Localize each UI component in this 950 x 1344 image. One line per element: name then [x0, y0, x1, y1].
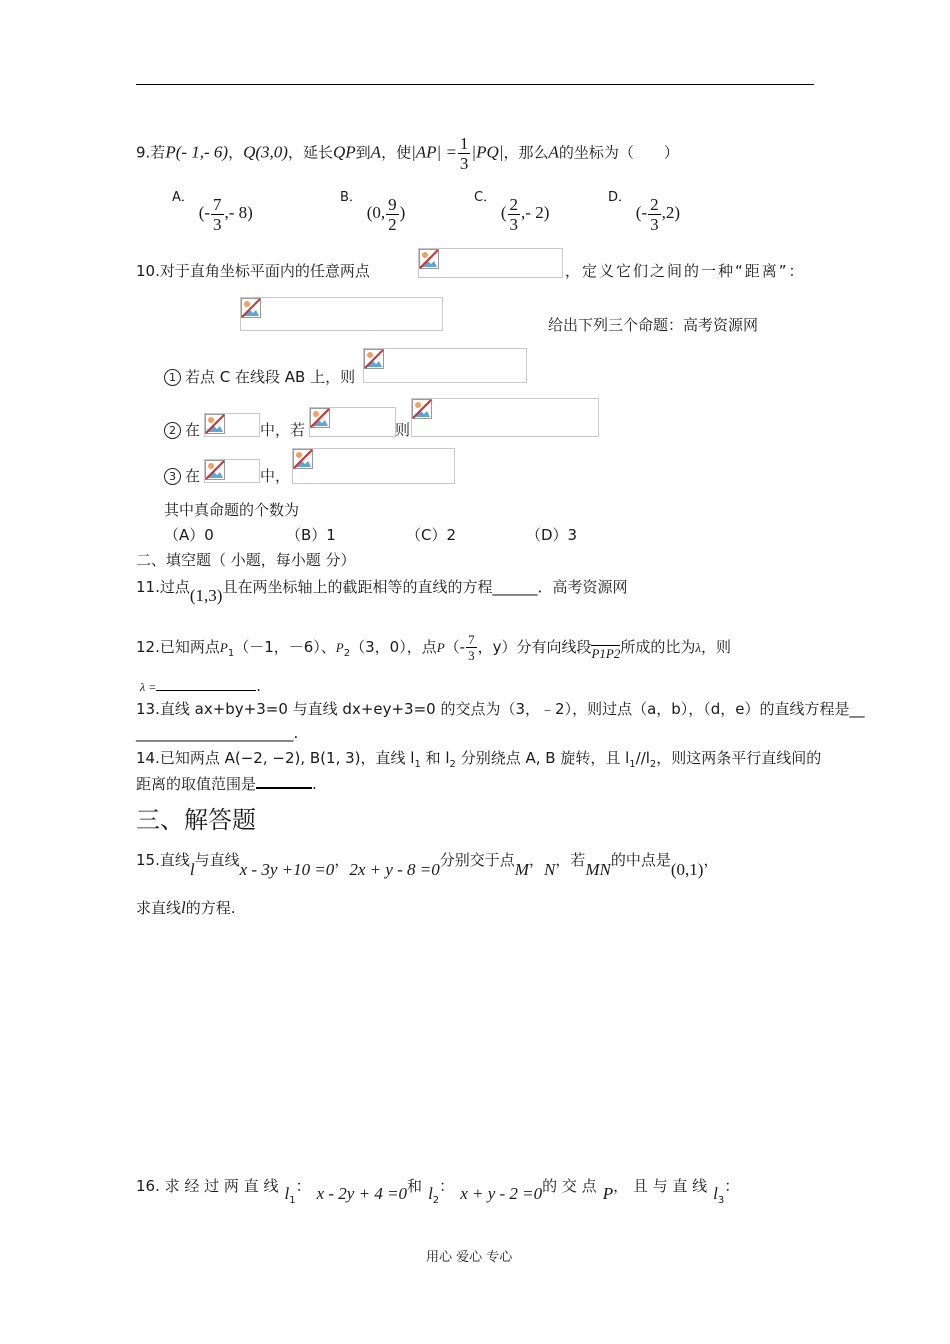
broken-image-icon — [241, 298, 261, 318]
q10-image-5 — [309, 407, 396, 437]
header-rule — [136, 84, 814, 85]
q16-line: 16. 求 经 过 两 直 线 $l_1$： x - 2y + 4 =0和 $l_2$： x + y - 2 =0的 交 点 P， 且 与 直 线 $l_3$： — [136, 1177, 740, 1206]
broken-image-icon — [419, 249, 439, 269]
q13-line1: 13.直线 ax+by+3=0 与直线 dx+ey+3=0 的交点为（3，﹣2），则过点（a，b），（d，e）的直线方程是__ — [136, 700, 865, 718]
q10-choice-b: （B）1 — [286, 526, 336, 544]
q12-segment: P1P2 — [591, 646, 621, 661]
section-3-heading: 三、解答题 — [136, 806, 256, 834]
q15-line2: 求直线l的方程. — [136, 898, 236, 917]
q12-line1: 12.已知两点$P_1(-1$，－6）、$P_2(3$，0），点P（- $\frac{7}{3}$ ，y）分有向线段P1P2所成的比为λ，则 — [136, 632, 732, 663]
q9-line: 9.若P(- 1,- 6)，Q(3,0)，延长QP到A，使|AP| = $\frac{1}{3}$ |PQ|，那么A的坐标为（ ） — [136, 134, 679, 173]
q13-line2: _____________________. — [136, 724, 299, 742]
q10-item-2: 2 在 — [164, 421, 200, 439]
q10-item-2b: 中，若 — [260, 421, 306, 439]
q10-image-1 — [418, 248, 563, 278]
q9-option-c: C． ( $\frac{2}{3}$ ,- 2) — [474, 190, 550, 234]
q10-question: 其中真命题的个数为 — [164, 501, 300, 519]
q10-line1: 10.对于直角坐标平面内的任意两点 — [136, 262, 370, 280]
q10-choice-c: （C）2 — [406, 526, 457, 544]
q9-fraction: $\frac{1}{3}$ — [459, 134, 469, 173]
section-2-heading: 二、填空题（ 小题，每小题 分） — [136, 551, 356, 569]
q10-image-2 — [240, 297, 443, 331]
q14-line1: 14.已知两点 A(−2, −2), B(1, 3)，直线 $l_1$ 和 $l_2$ 分别绕点 A, B 旋转，且 $l_1//l_2$，则这两条平行直线间的 — [136, 749, 822, 770]
q10-image-4 — [204, 413, 260, 437]
item-number: 2 — [164, 422, 181, 439]
q14-answer-blank — [256, 787, 312, 789]
q10-item-3b: 中， — [260, 467, 291, 485]
broken-image-icon — [364, 349, 384, 369]
broken-image-icon — [205, 460, 225, 480]
q10-choice-a: （A）0 — [164, 526, 214, 544]
q10-image-6 — [411, 398, 599, 437]
q15-line1: 15.直线l与直线x - 3y +10 =0，2x + y - 8 =0分别交于点M，N，若MN的中点是(0,1)， — [136, 851, 719, 879]
q10-item-1: 1 若点 C 在线段 AB 上，则 — [164, 368, 355, 386]
q10-given: 给出下列三个命题：高考资源网 — [548, 316, 759, 334]
q10-image-8 — [292, 448, 455, 484]
q10-line1-end: ，定义它们之间的一种“距离”： — [565, 262, 806, 280]
q11-line: 11.过点(1,3)且在两坐标轴上的截距相等的直线的方程______．高考资源网 — [136, 578, 628, 605]
item-number: 1 — [164, 369, 181, 386]
q10-image-3 — [363, 348, 527, 383]
broken-image-icon — [293, 449, 313, 469]
broken-image-icon — [310, 408, 330, 428]
q9-option-a: A． (- $\frac{7}{3}$ ,- 8) — [172, 190, 253, 234]
q9-option-b: B． (0, $\frac{9}{2}$ ) — [340, 190, 406, 234]
q10-choice-d: （D）3 — [526, 526, 578, 544]
q10-image-7 — [204, 459, 260, 483]
q12-answer-blank — [156, 690, 256, 691]
q10-item-2c: 则 — [395, 421, 411, 439]
q14-line2: 距离的取值范围是 . — [136, 775, 317, 793]
page-footer: 用心 爱心 专心 — [426, 1250, 513, 1265]
q10-item-3: 3 在 — [164, 467, 200, 485]
broken-image-icon — [205, 414, 225, 434]
item-number: 3 — [164, 468, 181, 485]
q9-option-d: D． (- $\frac{2}{3}$ ,2) — [608, 190, 681, 234]
broken-image-icon — [412, 399, 432, 419]
q12-line2: λ = . — [140, 677, 262, 695]
